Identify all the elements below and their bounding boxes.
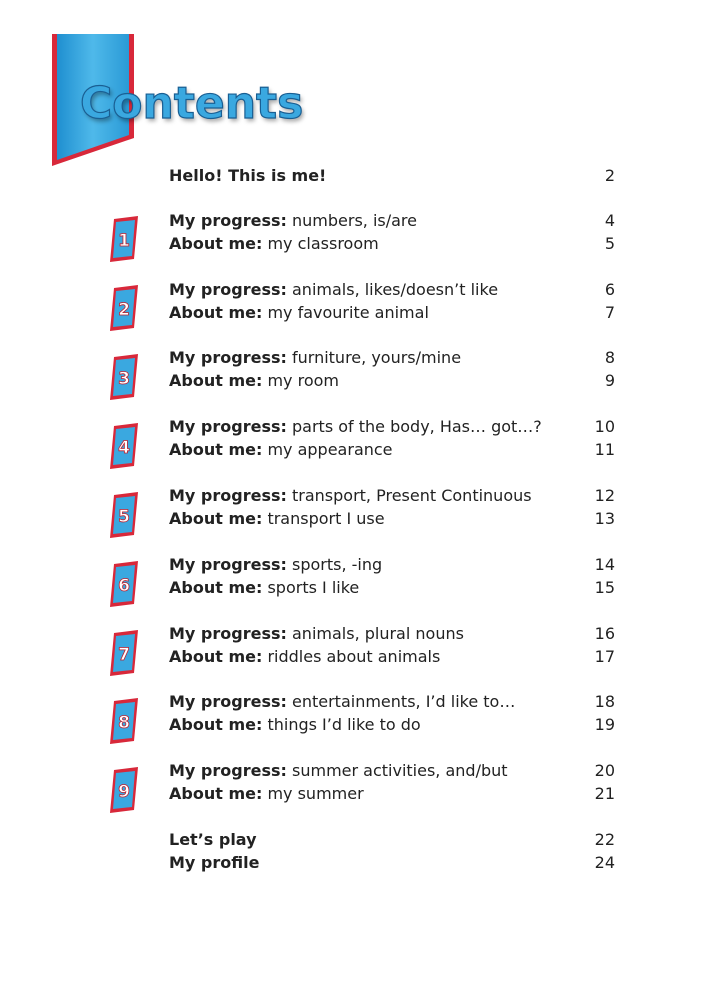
progress-topic: entertainments, I’d like to…	[292, 692, 516, 711]
intro-page: 2	[604, 166, 615, 185]
progress-label: My progress:	[169, 417, 287, 436]
about-page-5: 13	[594, 509, 615, 528]
progress-topic: animals, plural nouns	[292, 624, 464, 643]
about-topic: things I’d like to do	[267, 715, 421, 734]
progress-entry-6[interactable]	[169, 555, 619, 575]
about-topic: my room	[267, 371, 339, 390]
about-topic: transport I use	[267, 509, 385, 528]
about-entry-3[interactable]	[169, 371, 619, 391]
about-page-4: 11	[594, 440, 615, 459]
progress-page-1: 4	[604, 211, 615, 230]
about-page-9: 21	[594, 784, 615, 803]
about-page-2: 7	[604, 303, 615, 322]
about-entry-6[interactable]	[169, 578, 619, 598]
progress-topic: sports, -ing	[292, 555, 383, 574]
about-entry-5[interactable]	[169, 509, 619, 529]
about-label: About me:	[169, 647, 263, 666]
progress-label: My progress:	[169, 624, 287, 643]
progress-topic: animals, likes/doesn’t like	[292, 280, 499, 299]
unit-badge-4	[108, 423, 140, 469]
unit-badge-7	[108, 630, 140, 676]
progress-label: My progress:	[169, 348, 287, 367]
progress-topic: parts of the body, Has… got…?	[292, 417, 542, 436]
progress-label: My progress:	[169, 211, 287, 230]
about-entry-9[interactable]	[169, 784, 619, 804]
about-label: About me:	[169, 303, 263, 322]
progress-topic: summer activities, and/but	[292, 761, 508, 780]
lets-play-text: Let’s play	[169, 830, 257, 849]
unit-number-7: 7	[118, 645, 130, 665]
progress-entry-7[interactable]	[169, 624, 619, 644]
about-topic: my summer	[267, 784, 364, 803]
unit-number-8: 8	[118, 713, 130, 733]
progress-topic: transport, Present Continuous	[292, 486, 532, 505]
about-entry-4[interactable]	[169, 440, 619, 460]
progress-page-5: 12	[594, 486, 615, 505]
unit-badge-3	[108, 354, 140, 400]
lets-play-page: 22	[594, 830, 615, 849]
unit-number-5: 5	[118, 507, 130, 527]
about-label: About me:	[169, 234, 263, 253]
about-label: About me:	[169, 784, 263, 803]
progress-page-6: 14	[594, 555, 615, 574]
about-topic: sports I like	[267, 578, 360, 597]
about-entry-8[interactable]	[169, 715, 619, 735]
progress-entry-8[interactable]	[169, 692, 619, 712]
about-page-7: 17	[594, 647, 615, 666]
progress-label: My progress:	[169, 486, 287, 505]
about-entry-2[interactable]	[169, 303, 619, 323]
about-label: About me:	[169, 578, 263, 597]
unit-number-9: 9	[118, 782, 130, 802]
progress-label: My progress:	[169, 280, 287, 299]
unit-badge-1	[108, 216, 140, 262]
progress-page-8: 18	[594, 692, 615, 711]
about-topic: riddles about animals	[267, 647, 441, 666]
unit-badge-2	[108, 285, 140, 331]
progress-page-4: 10	[594, 417, 615, 436]
unit-number-3: 3	[118, 369, 130, 389]
progress-topic: numbers, is/are	[292, 211, 417, 230]
about-page-8: 19	[594, 715, 615, 734]
progress-page-7: 16	[594, 624, 615, 643]
my-profile-text: My profile	[169, 853, 260, 872]
about-topic: my favourite animal	[267, 303, 429, 322]
unit-badge-6	[108, 561, 140, 607]
progress-entry-9[interactable]	[169, 761, 619, 781]
progress-topic: furniture, yours/mine	[292, 348, 462, 367]
my-profile-page: 24	[594, 853, 615, 872]
about-page-1: 5	[604, 234, 615, 253]
about-entry-7[interactable]	[169, 647, 619, 667]
unit-number-6: 6	[118, 576, 130, 596]
my-profile-entry[interactable]	[169, 853, 619, 873]
progress-entry-1[interactable]	[169, 211, 619, 231]
about-label: About me:	[169, 509, 263, 528]
unit-number-2: 2	[118, 300, 130, 320]
page-title: Contents	[80, 78, 304, 129]
progress-label: My progress:	[169, 555, 287, 574]
about-entry-1[interactable]	[169, 234, 619, 254]
about-label: About me:	[169, 440, 263, 459]
about-label: About me:	[169, 371, 263, 390]
progress-page-2: 6	[604, 280, 615, 299]
progress-entry-5[interactable]	[169, 486, 619, 506]
progress-label: My progress:	[169, 761, 287, 780]
intro-entry[interactable]	[169, 166, 619, 186]
unit-badge-8	[108, 698, 140, 744]
unit-badge-5	[108, 492, 140, 538]
progress-entry-4[interactable]	[169, 417, 619, 437]
unit-number-4: 4	[118, 438, 130, 458]
about-page-6: 15	[594, 578, 615, 597]
unit-badge-9	[108, 767, 140, 813]
progress-label: My progress:	[169, 692, 287, 711]
progress-entry-2[interactable]	[169, 280, 619, 300]
progress-page-9: 20	[594, 761, 615, 780]
intro-text: Hello! This is me!	[169, 166, 327, 185]
about-label: About me:	[169, 715, 263, 734]
unit-number-1: 1	[118, 231, 130, 251]
about-topic: my appearance	[267, 440, 393, 459]
progress-entry-3[interactable]	[169, 348, 619, 368]
progress-page-3: 8	[604, 348, 615, 367]
lets-play-entry[interactable]	[169, 830, 619, 850]
about-topic: my classroom	[267, 234, 379, 253]
about-page-3: 9	[604, 371, 615, 390]
